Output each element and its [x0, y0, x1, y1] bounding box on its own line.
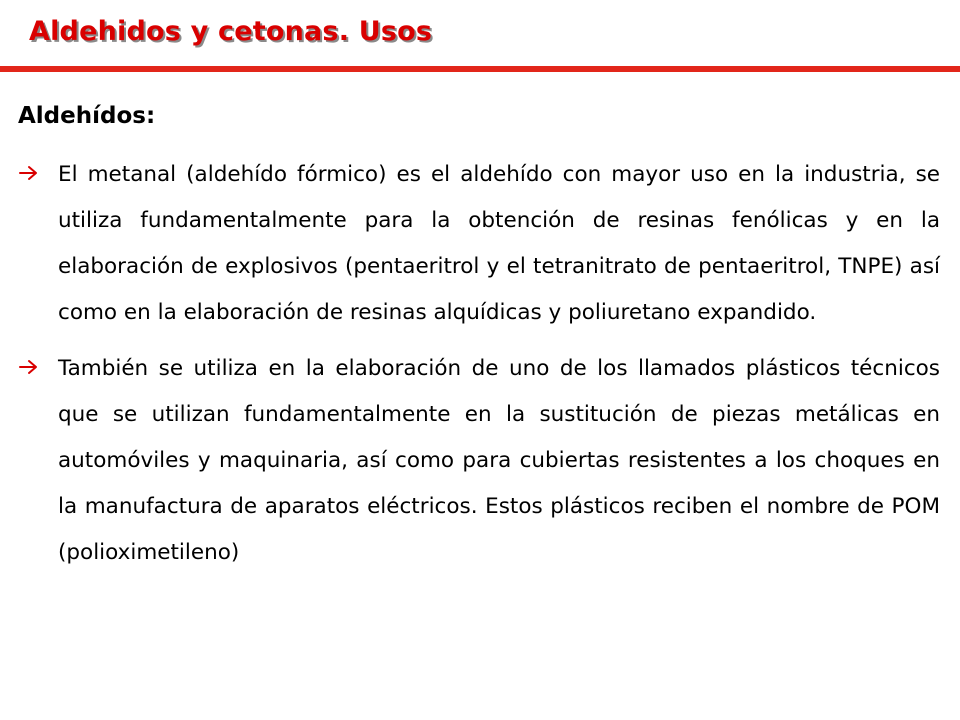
bullet-text: El metanal (aldehído fórmico) es el aldehído con mayor uso en la industria, se utiliza fundamentalmente para la obtención de resinas fenólicas y en la elaboración de explosivos (pentaeritrol y el tetranitrato de pentaeritrol, TNPE) así como en la elaboración de resinas alquídicas y poliuretano expandido.	[58, 162, 940, 325]
bullet-text: También se utiliza en la elaboración de uno de los llamados plásticos técnicos que se utilizan fundamentalmente en la sustitución de piezas metálicas en automóviles y maquinaria, así como para cubiertas resistentes a los choques en la manufactura de aparatos eléctricos. Estos plásticos reciben el nombre de POM (polioximetileno)	[58, 356, 940, 565]
title-divider	[0, 66, 960, 72]
slide-title: Aldehidos y cetonas. Usos	[29, 16, 433, 47]
section-heading: Aldehídos:	[18, 103, 156, 129]
bullet-list	[18, 152, 940, 576]
bullet-item	[18, 152, 940, 336]
slide-content	[18, 96, 940, 586]
arrow-right-icon	[18, 163, 40, 183]
slide-header	[0, 0, 960, 68]
bullet-item	[18, 346, 940, 576]
arrow-right-icon	[18, 357, 40, 377]
